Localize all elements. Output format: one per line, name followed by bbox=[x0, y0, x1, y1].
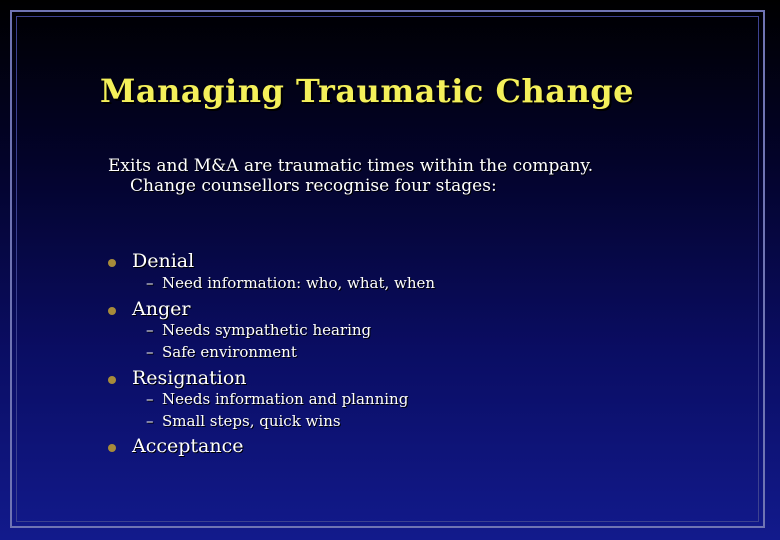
intro-text: Exits and M&A are traumatic times within the company. Change counsellors recognise four stages: bbox=[108, 156, 594, 196]
stage-point bbox=[146, 321, 371, 339]
dash-icon: – bbox=[146, 274, 154, 292]
dash-icon: – bbox=[146, 343, 154, 361]
bullet-icon bbox=[108, 376, 116, 384]
dash-icon: – bbox=[146, 412, 154, 430]
stage-label: Denial bbox=[132, 250, 195, 272]
stage-point bbox=[146, 274, 435, 292]
stage-label: Anger bbox=[132, 298, 191, 320]
dash-icon: – bbox=[146, 321, 154, 339]
stage-point-text: Needs sympathetic hearing bbox=[162, 321, 372, 339]
stage-point-text: Small steps, quick wins bbox=[162, 412, 341, 430]
bullet-icon bbox=[108, 307, 116, 315]
stage-point-text: Safe environment bbox=[162, 343, 297, 361]
stage-point bbox=[146, 343, 297, 361]
stage-label: Acceptance bbox=[132, 435, 244, 457]
stage-point-text: Needs information and planning bbox=[162, 390, 409, 408]
bullet-icon bbox=[108, 444, 116, 452]
bullet-icon bbox=[108, 259, 116, 267]
dash-icon: – bbox=[146, 390, 154, 408]
stage-point bbox=[146, 390, 408, 408]
slide-title: Managing Traumatic Change bbox=[100, 72, 634, 110]
stage-point bbox=[146, 412, 341, 430]
stage-point-text: Need information: who, what, when bbox=[162, 274, 436, 292]
stage-label: Resignation bbox=[132, 367, 247, 389]
